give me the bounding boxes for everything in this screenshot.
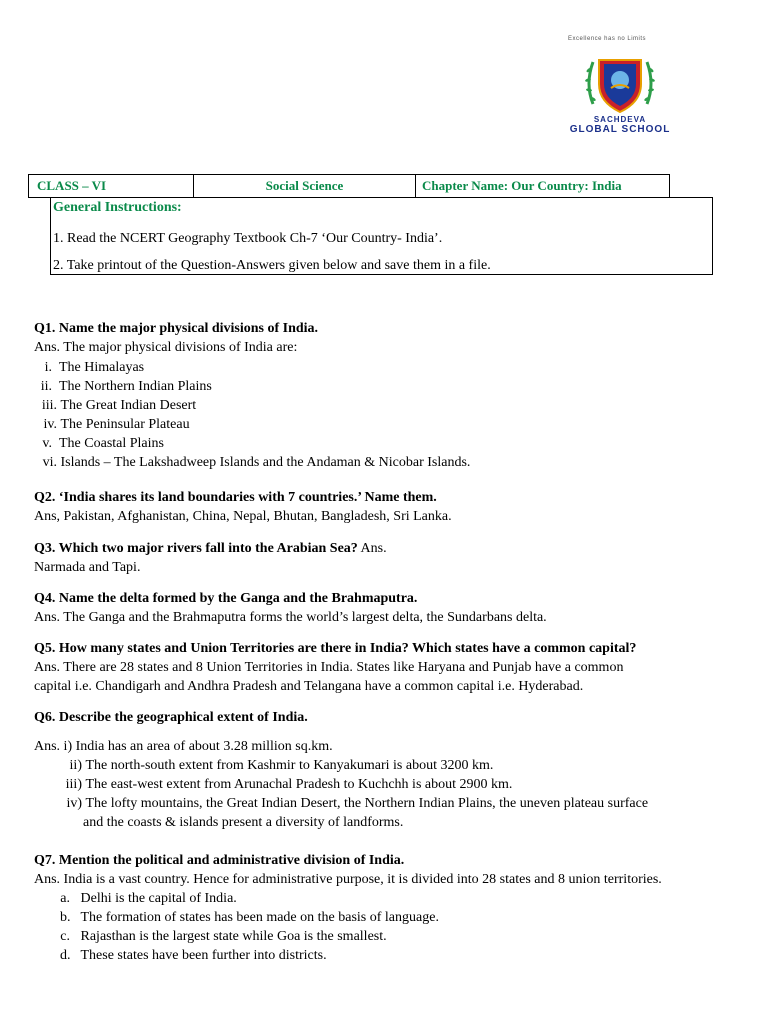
answer-4: Ans. The Ganga and the Brahmaputra forms the world’s largest delta, the Sundarbans delta. [34,610,547,625]
answer-1: Ans. The major physical divisions of India are: [34,340,298,355]
school-logo [568,36,672,140]
question-text: Q3. Which two major rivers fall into the Arabian Sea? [34,541,358,556]
instructions-title: General Instructions: [53,200,182,215]
list-item: vi. Islands – The Lakshadweep Islands and the Andaman & Nicobar Islands. [42,455,471,470]
instruction-item: 2. Take printout of the Question-Answers given below and save them in a file. [53,258,491,273]
answer-3: Narmada and Tapi. [34,560,141,575]
logo-tagline: Excellence has no Limits [568,36,647,42]
question-text: Q6. Describe the geographical extent of India. [34,710,308,725]
list-item: iii) The east-west extent from Arunachal Pradesh to Kuchchh is about 2900 km. [65,777,513,792]
list-item: iv) The lofty mountains, the Great Indian Desert, the Northern Indian Plains, the uneven plateau surface [66,796,649,811]
question-7 [34,851,734,870]
question-text: Q4. Name the delta formed by the Ganga and the Brahmaputra. [34,591,418,606]
question-2 [34,488,734,507]
answer-2: Ans, Pakistan, Afghanistan, China, Nepal, Bhutan, Bangladesh, Sri Lanka. [34,509,452,524]
answer-5-cont: capital i.e. Chandigarh and Andhra Pradesh and Telangana have a common capital i.e. Hyderabad. [34,679,584,694]
list-item: iv. The Peninsular Plateau [43,417,190,432]
question-3 [34,539,734,558]
header-table [28,174,670,198]
instruction-item: 1. Read the NCERT Geography Textbook Ch-7 ‘Our Country- India’. [53,231,443,246]
logo-name-line2: GLOBAL SCHOOL [569,124,671,135]
question-text: Q2. ‘India shares its land boundaries with 7 countries.’ Name them. [34,490,437,505]
list-item: b. The formation of states has been made on the basis of language. [60,910,439,925]
list-item-cont: and the coasts & islands present a diversity of landforms. [83,815,404,830]
answer-6: Ans. i) India has an area of about 3.28 million sq.km. [34,739,333,754]
question-6 [34,708,734,727]
chapter-cell: Chapter Name: Our Country: India [422,178,622,193]
question-4 [34,589,734,608]
answer-inline: Ans. [360,541,387,556]
question-text: Q7. Mention the political and administrative division of India. [34,853,405,868]
list-item: c. Rajasthan is the largest state while Goa is the smallest. [60,929,387,944]
list-item: d. These states have been further into districts. [60,948,327,963]
question-5 [34,639,734,658]
logo-name-line1: SACHDEVA [593,115,647,124]
list-item: i. The Himalayas [44,360,145,375]
school-crest-icon [583,48,657,116]
instructions-box [50,197,713,275]
class-cell: CLASS – VI [29,175,194,197]
answer-5: Ans. There are 28 states and 8 Union Territories in India. States like Haryana and Punjab have a common [34,660,624,675]
answer-7: Ans. India is a vast country. Hence for administrative purpose, it is divided into 28 states and 8 union territories. [34,872,662,887]
subject-cell: Social Science [194,175,416,197]
question-text: Q5. How many states and Union Territories are there in India? Which states have a common capital? [34,641,637,656]
list-item: v. The Coastal Plains [42,436,164,451]
list-item: iii. The Great Indian Desert [41,398,197,413]
list-item: ii) The north-south extent from Kashmir to Kanyakumari is about 3200 km. [69,758,494,773]
question-text: Q1. Name the major physical divisions of India. [34,321,319,336]
question-1 [34,319,734,338]
list-item: ii. The Northern Indian Plains [40,379,212,394]
list-item: a. Delhi is the capital of India. [60,891,237,906]
